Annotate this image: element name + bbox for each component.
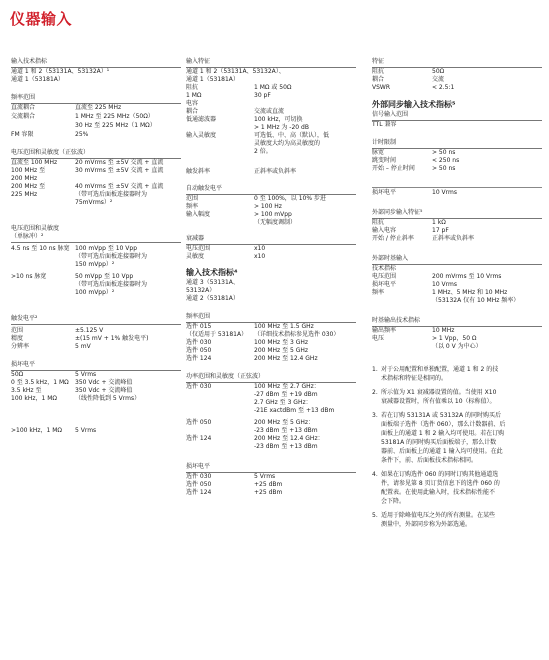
spec-row: 跳变时间 < 250 ns <box>372 157 460 164</box>
column-middle <box>186 58 356 497</box>
spec-row: 1 MΩ 30 pF <box>186 92 271 99</box>
spec-row: 开始 – 停止时间 > 50 ns <box>372 165 456 172</box>
spec-row: 输入灵敏度 可选低、中、高（默认），低 灵敏度大约为高灵敏度的 2 倍。 <box>186 132 330 155</box>
column-right <box>372 58 542 534</box>
spec-row: 阻抗 50Ω <box>372 68 445 75</box>
footnote: 1. 对于公用配置和单独配置，通道 1 和 2 的技 术指标和特征是相同的。 <box>372 366 499 382</box>
spec-row: 直流至 100 MHz 20 mVrms 至 ±5V 交流 + 直流 <box>11 159 164 166</box>
spec-row: 选件 050 200 MHz 至 5 GHz <box>186 347 309 354</box>
section-header: 输入技术指标 <box>11 58 181 68</box>
spec-row: 开始 / 停止斜率 正斜率或负斜率 <box>372 235 475 242</box>
footnote: 3. 若在订购 53131A 或 53132A 的同时购买后 面板端子选件（选件 060），那么计数器前、后 面板上的通道 1 和 2 输入均可使用。若在订购 53181A 的同时购买后面板端子，那么计数 器前、后面板上的通道 1 输入均可使用。在此 条件下，前、后面板技术指标相同。 <box>372 412 506 464</box>
footnote: 2. 所示值为 X1 衰减器设置的值。当使用 X10 衰减器设置时，所有值乘以 10（标称值）。 <box>372 389 497 405</box>
spec-row: 电压范围 x10 <box>186 245 266 252</box>
spec-row: 200 MHz 至 225 MHz 40 mVrms 至 ±5V 交流 + 直流 （带可选后面板连接器时为 75mVrms）² <box>11 183 164 206</box>
spec-row: 0 至 3.5 kHz，1 MΩ 350 Vdc + 交流峰值 <box>11 379 133 386</box>
spec-row: 直流耦合 直流至 225 MHz <box>11 104 122 111</box>
section-header: 衰减器 <box>186 235 356 245</box>
text-line: 通道 2（53181A） <box>186 295 239 302</box>
section-header: 电压范围和灵敏度 （单脉冲）² <box>11 225 181 243</box>
section-header: 损坏电平 <box>11 361 181 371</box>
spec-row: 选件 050 200 MHz 至 5 GHz： -23 dBm 至 +13 dBm <box>186 419 318 434</box>
column-left <box>11 58 181 435</box>
section-header: 时基输出技术指标 <box>372 317 542 327</box>
text-line: 53132A） <box>186 287 216 294</box>
spec-row: 耦合 交流或直流 <box>186 108 285 115</box>
spec-row: 频率 1 MHz、5 MHz 和 10 MHz （53132A 仅有 10 MHz 频率） <box>372 289 520 304</box>
spec-row: 选件 015 （仅适用于 53181A） 100 MHz 至 1.5 GHz （详细技术指标参见选件 030） <box>186 323 340 338</box>
spec-row: 选件 124 200 MHz 至 12.4 GHz <box>186 355 318 362</box>
section-header: 功率范围和灵敏度（正弦波） <box>186 373 356 383</box>
text-line: 通道 3（53131A、 <box>186 279 239 286</box>
spec-row: 3.5 kHz 至 100 kHz，1 MΩ 350 Vdc + 交流峰值 （线性降低到 5 Vrms） <box>11 387 141 402</box>
spec-row: 电压 > 1 Vpp，50 Ω （以 0 V 为中心） <box>372 335 482 350</box>
section-title: 外部同步输入技术指标⁵ <box>372 100 456 109</box>
spec-row: 输入幅度 > 100 mVpp （无幅度调制） <box>186 211 297 226</box>
spec-row: 选件 124 200 MHz 至 12.4 GHz： -23 dBm 至 +13 dBm <box>186 435 324 450</box>
spec-row: 触发斜率 正斜率或负斜率 <box>186 168 297 175</box>
spec-row: 30 Hz 至 225 MHz（1 MΩ） <box>75 122 156 129</box>
section-header: 外部时基输入 <box>372 255 542 265</box>
page-title: 仪器输入 <box>10 10 73 28</box>
spec-row: 100 MHz 至 200 MHz 30 mVrms 至 ±5V 交流 + 直流 <box>11 167 164 182</box>
section-header: 损坏电平 <box>186 463 356 473</box>
text-line: 通道 1 和 2（53131A、53132A）、 <box>186 68 285 75</box>
spec-row: 选件 030 5 Vrms <box>186 473 276 480</box>
spec-row: 损坏电平 10 Vrms <box>372 187 542 197</box>
spec-row: 范围 0 至 100%，以 10% 步进 <box>186 195 326 202</box>
spec-row: 4.5 ns 至 10 ns 脉宽 100 mVpp 至 10 Vpp （带可选后面板连接器时为 150 mVpp）² <box>11 245 148 268</box>
spec-row: 选件 030 100 MHz 至 2.7 GHz： -27 dBm 至 +19 dBm 2.7 GHz 至 3 GHz： -21E xactdBm 至 +13 dBm <box>186 383 335 414</box>
section-header: 自动触发电平 <box>186 185 356 195</box>
footnote: 4. 如果在订购选件 060 的同时订购其他通道选 件，请参见第 8 页订货信息下的选件 060 的 配置表。在使用此输入时，技术指标性能不 会下降。 <box>372 471 500 505</box>
spec-row: 阻抗 1 MΩ 或 50Ω <box>186 84 292 91</box>
section-header: 信号输入范围 <box>372 111 542 121</box>
spec-row: 电容 <box>186 100 199 107</box>
section-header: 输入特征 <box>186 58 356 68</box>
text-line: TTL 兼容 <box>372 121 397 128</box>
section-header: 触发电平² <box>11 315 181 325</box>
text-line: 通道 1（53181A） <box>11 76 64 83</box>
footnotes <box>372 365 542 529</box>
spec-row: >10 ns 脉宽 50 mVpp 至 10 Vpp （带可选后面板连接器时为 100 mVpp）² <box>11 273 148 296</box>
spec-row: 输入电容 17 pF <box>372 227 449 234</box>
text-line: 通道 1（53181A） <box>186 76 239 83</box>
text-line: 技术指标 <box>372 265 397 272</box>
footnote: 5. 适用于除峰值电压之外的所有测量。在某些 测量中，外部同步称为外部选通。 <box>372 512 496 528</box>
spec-row: 分辨率 5 mV <box>11 343 91 350</box>
spec-row: 电压范围 200 mVrms 至 10 Vrms <box>372 273 502 280</box>
section-title: 输入技术指标⁴ <box>186 268 238 277</box>
spec-row: 范围 ±5.125 V <box>11 327 104 334</box>
text-line: 通道 1 和 2（53131A、53132A）¹ <box>11 68 110 75</box>
section-header: 计时限制 <box>372 139 542 149</box>
spec-row: 选件 124 +25 dBm <box>186 489 283 496</box>
spec-row: 损坏电平 10 Vrms <box>372 281 457 288</box>
spec-row: 50Ω 5 Vrms <box>11 371 97 378</box>
spec-row: 选件 030 100 MHz 至 3 GHz <box>186 339 309 346</box>
spec-row: 选件 050 +25 dBm <box>186 481 283 488</box>
section-header: 频率范围 <box>186 313 356 323</box>
spec-row: 灵敏度 x10 <box>186 253 266 260</box>
spec-row: 阻抗 1 kΩ <box>372 219 446 226</box>
spec-row: 低通滤波器 100 kHz，可切换 > 1 MHz 为 -20 dB <box>186 116 309 131</box>
spec-row: 频率 > 100 Hz <box>186 203 282 210</box>
spec-row: 脉宽 > 50 ns <box>372 149 456 156</box>
spec-row: 交流耦合 1 MHz 至 225 MHz（50Ω） <box>11 113 154 120</box>
spec-row: 精度 ±(15 mV + 1% 触发电平) <box>11 335 149 342</box>
spec-row: VSWR < 2.5:1 <box>372 84 455 91</box>
section-header: 频率范围 <box>11 94 181 104</box>
section-header: 电压范围和灵敏度（正弦波） <box>11 149 181 159</box>
spec-row: 输出频率 10 MHz <box>372 327 455 334</box>
section-header: 外部同步输入特征⁵ <box>372 209 542 219</box>
section-header: 特征 <box>372 58 542 68</box>
spec-row: >100 kHz，1 MΩ 5 Vrms <box>11 427 97 434</box>
spec-row: 耦合 交流 <box>372 76 445 83</box>
spec-row: FM 容限 25% <box>11 131 89 138</box>
